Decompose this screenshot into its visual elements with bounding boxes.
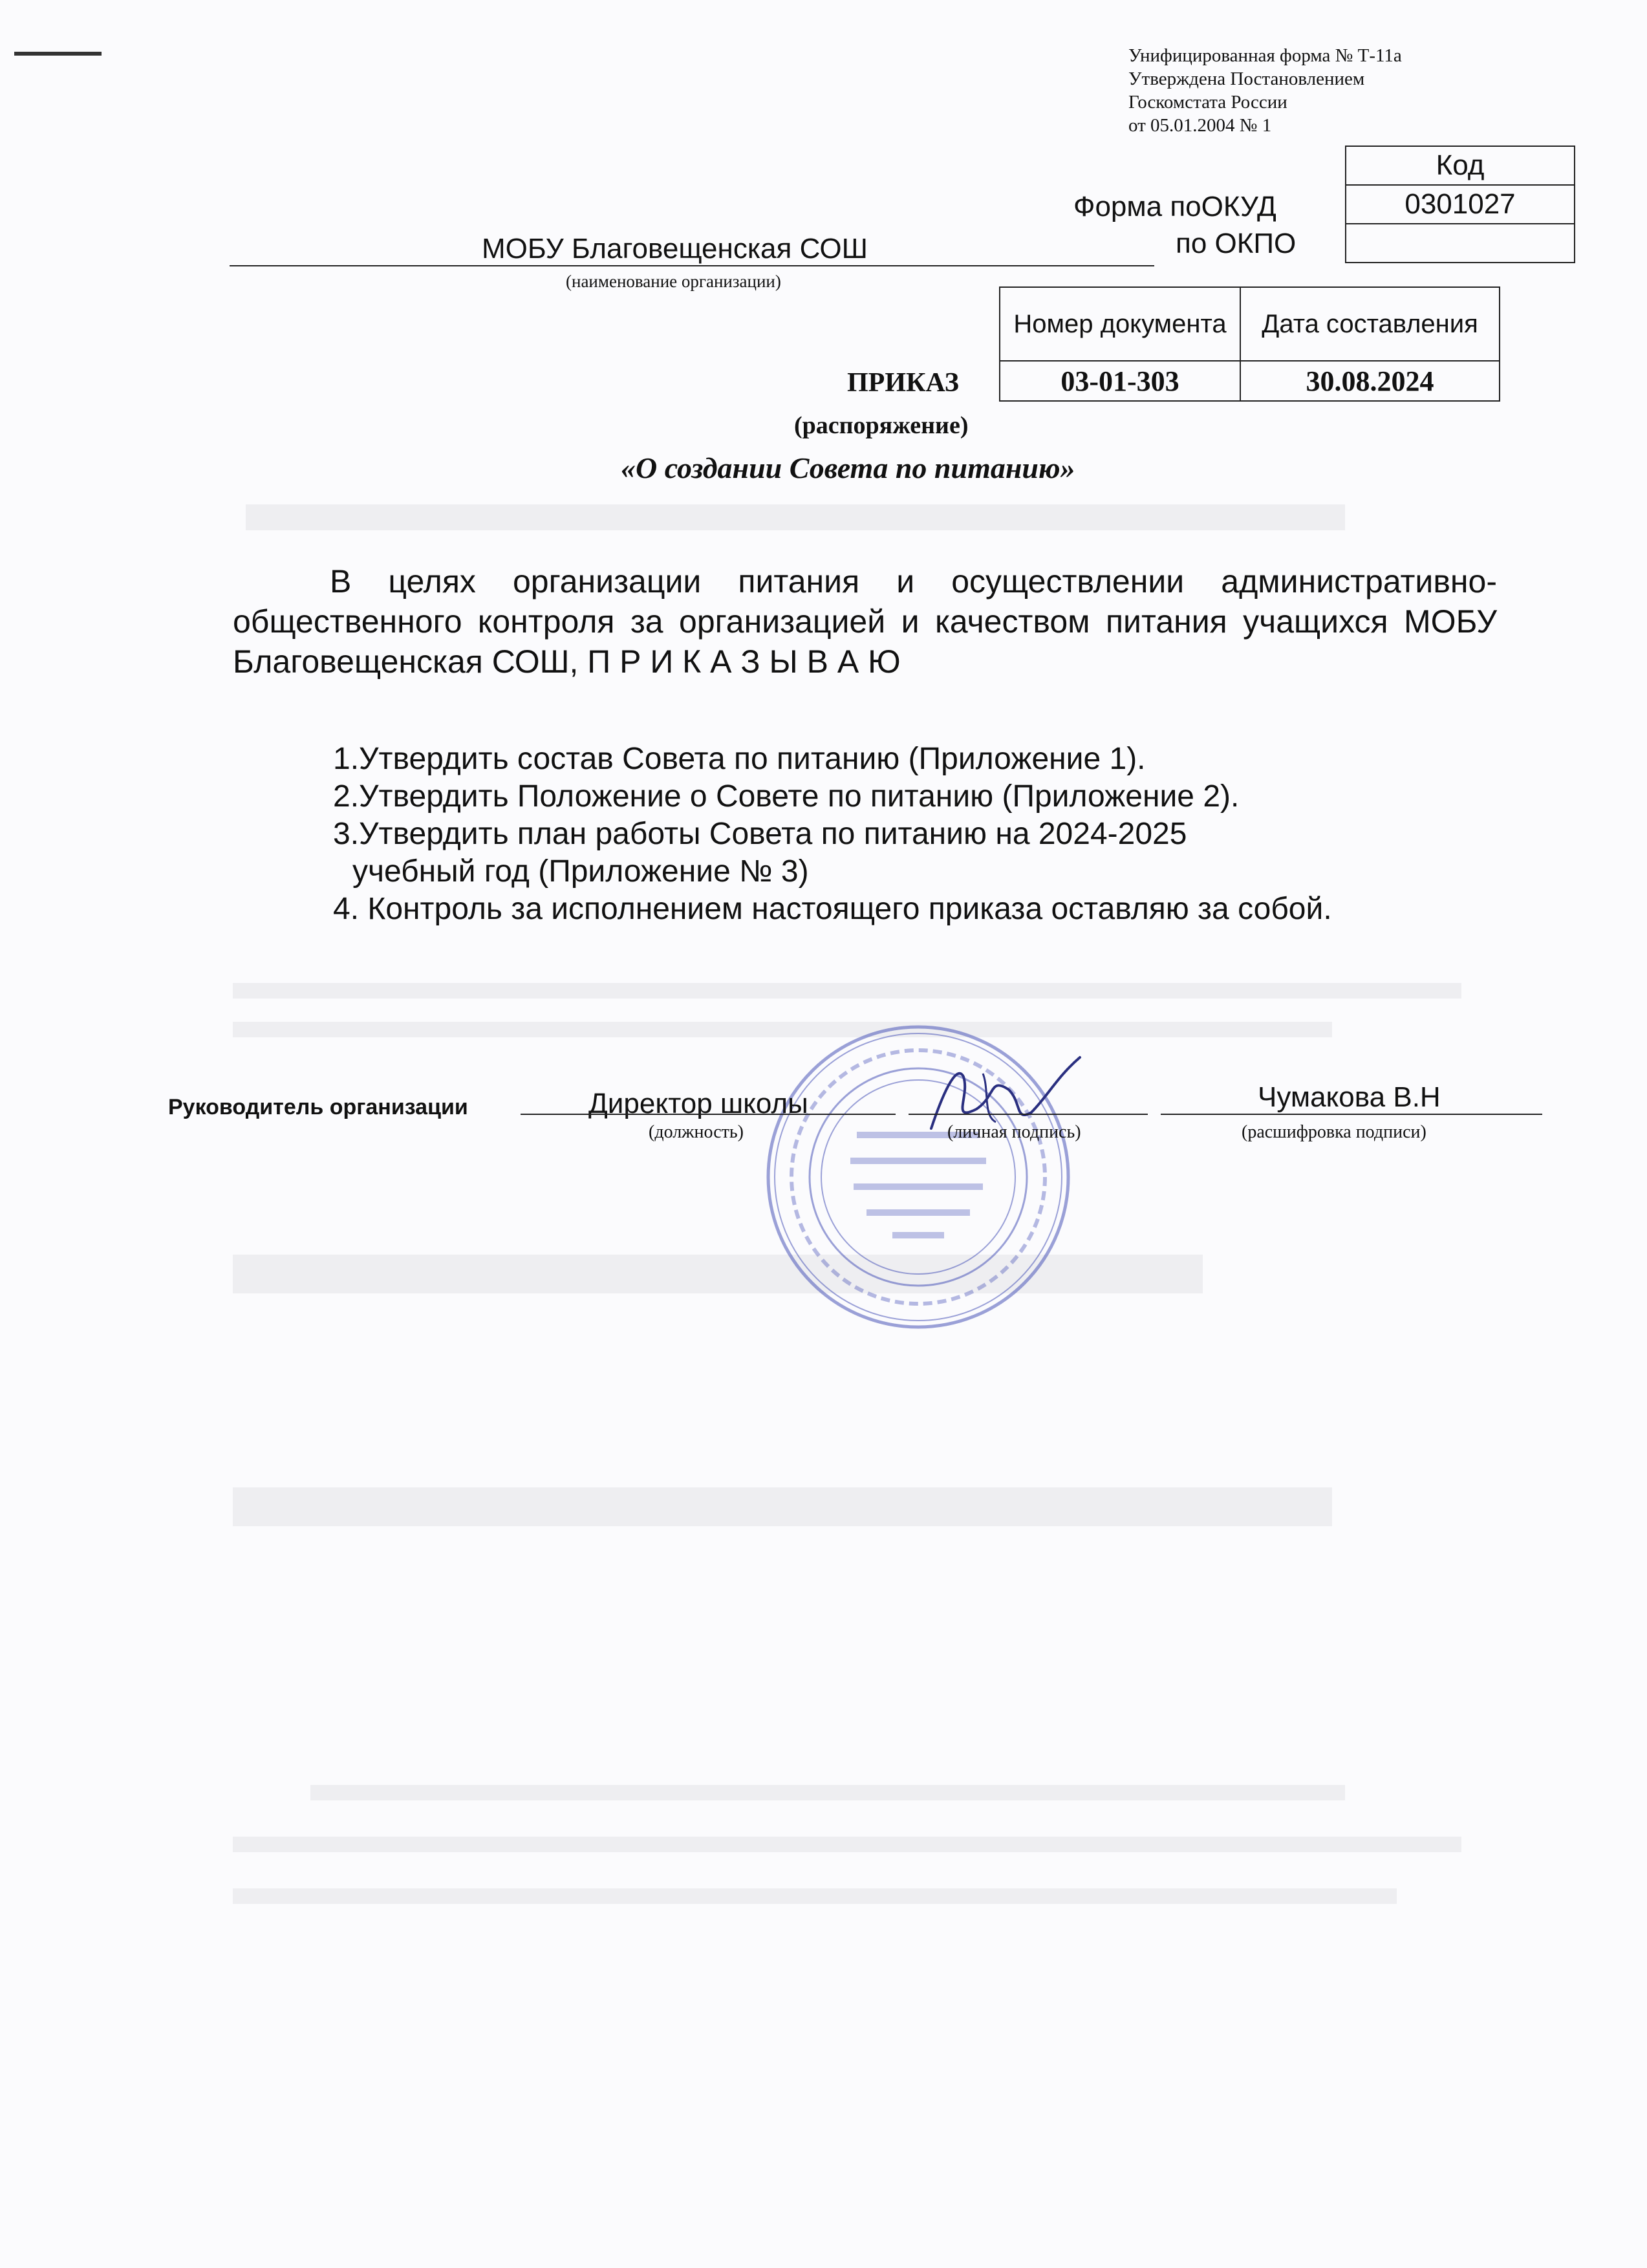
order-item: 2.Утвердить Положение о Совете по питанию (Приложение 2).: [333, 779, 1240, 814]
code-header: Код: [1346, 146, 1575, 185]
name-caption: (расшифровка подписи): [1242, 1122, 1426, 1142]
signature-underline: [909, 1114, 1148, 1115]
doc-date-value: 30.08.2024: [1240, 361, 1500, 401]
order-item: 4. Контроль за исполнением настоящего приказа оставляю за собой.: [333, 892, 1332, 926]
order-items: [333, 740, 1332, 928]
order-item: 3.Утвердить план работы Совета по питанию на 2024-2025: [333, 817, 1187, 851]
okud-code: 0301027: [1346, 185, 1575, 224]
organization-caption: (наименование организации): [566, 272, 781, 291]
document-subtitle: (распоряжение): [794, 412, 969, 439]
intro-paragraph: В целях организации питания и осуществлении административно-общественного контроля за организацией и качеством питания учащихся МОБУ Благовещенская СОШ, П Р И К А З Ы В А Ю: [233, 563, 1497, 680]
okud-label: Форма поОКУД: [1073, 191, 1276, 222]
name-underline: [1161, 1114, 1542, 1115]
order-item-continuation: учебный год (Приложение № 3): [352, 854, 809, 889]
position-caption: (должность): [649, 1122, 744, 1142]
signer-name: Чумакова В.Н: [1258, 1081, 1441, 1113]
form-header-line: Унифицированная форма № Т-11а: [1128, 45, 1402, 66]
position-underline: [521, 1114, 896, 1115]
doc-number-value: 03-01-303: [1000, 361, 1240, 401]
document-number-table: [999, 286, 1500, 402]
okpo-label: по ОКПО: [1176, 228, 1297, 259]
organization-name: МОБУ Благовещенская СОШ: [482, 233, 868, 265]
document-topic: «О создании Совета по питанию»: [621, 451, 1075, 484]
organization-underline: [230, 265, 1154, 266]
okpo-code: [1346, 224, 1575, 263]
signature-label: Руководитель организации: [168, 1095, 468, 1119]
doc-number-header: Номер документа: [1000, 287, 1240, 361]
signature-caption: (личная подпись): [947, 1122, 1081, 1142]
form-header-line: Утверждена Постановлением: [1128, 69, 1365, 89]
document-title: ПРИКАЗ: [847, 368, 959, 398]
doc-date-header: Дата составления: [1240, 287, 1500, 361]
signer-position: Директор школы: [588, 1088, 808, 1119]
corner-mark: [14, 52, 102, 56]
form-header-block: [1128, 44, 1402, 137]
form-header-line: Госкомстата России: [1128, 92, 1287, 113]
form-header-line: от 05.01.2004 № 1: [1128, 115, 1272, 136]
code-table: [1345, 146, 1575, 263]
order-item: 1.Утвердить состав Совета по питанию (Приложение 1).: [333, 742, 1146, 776]
